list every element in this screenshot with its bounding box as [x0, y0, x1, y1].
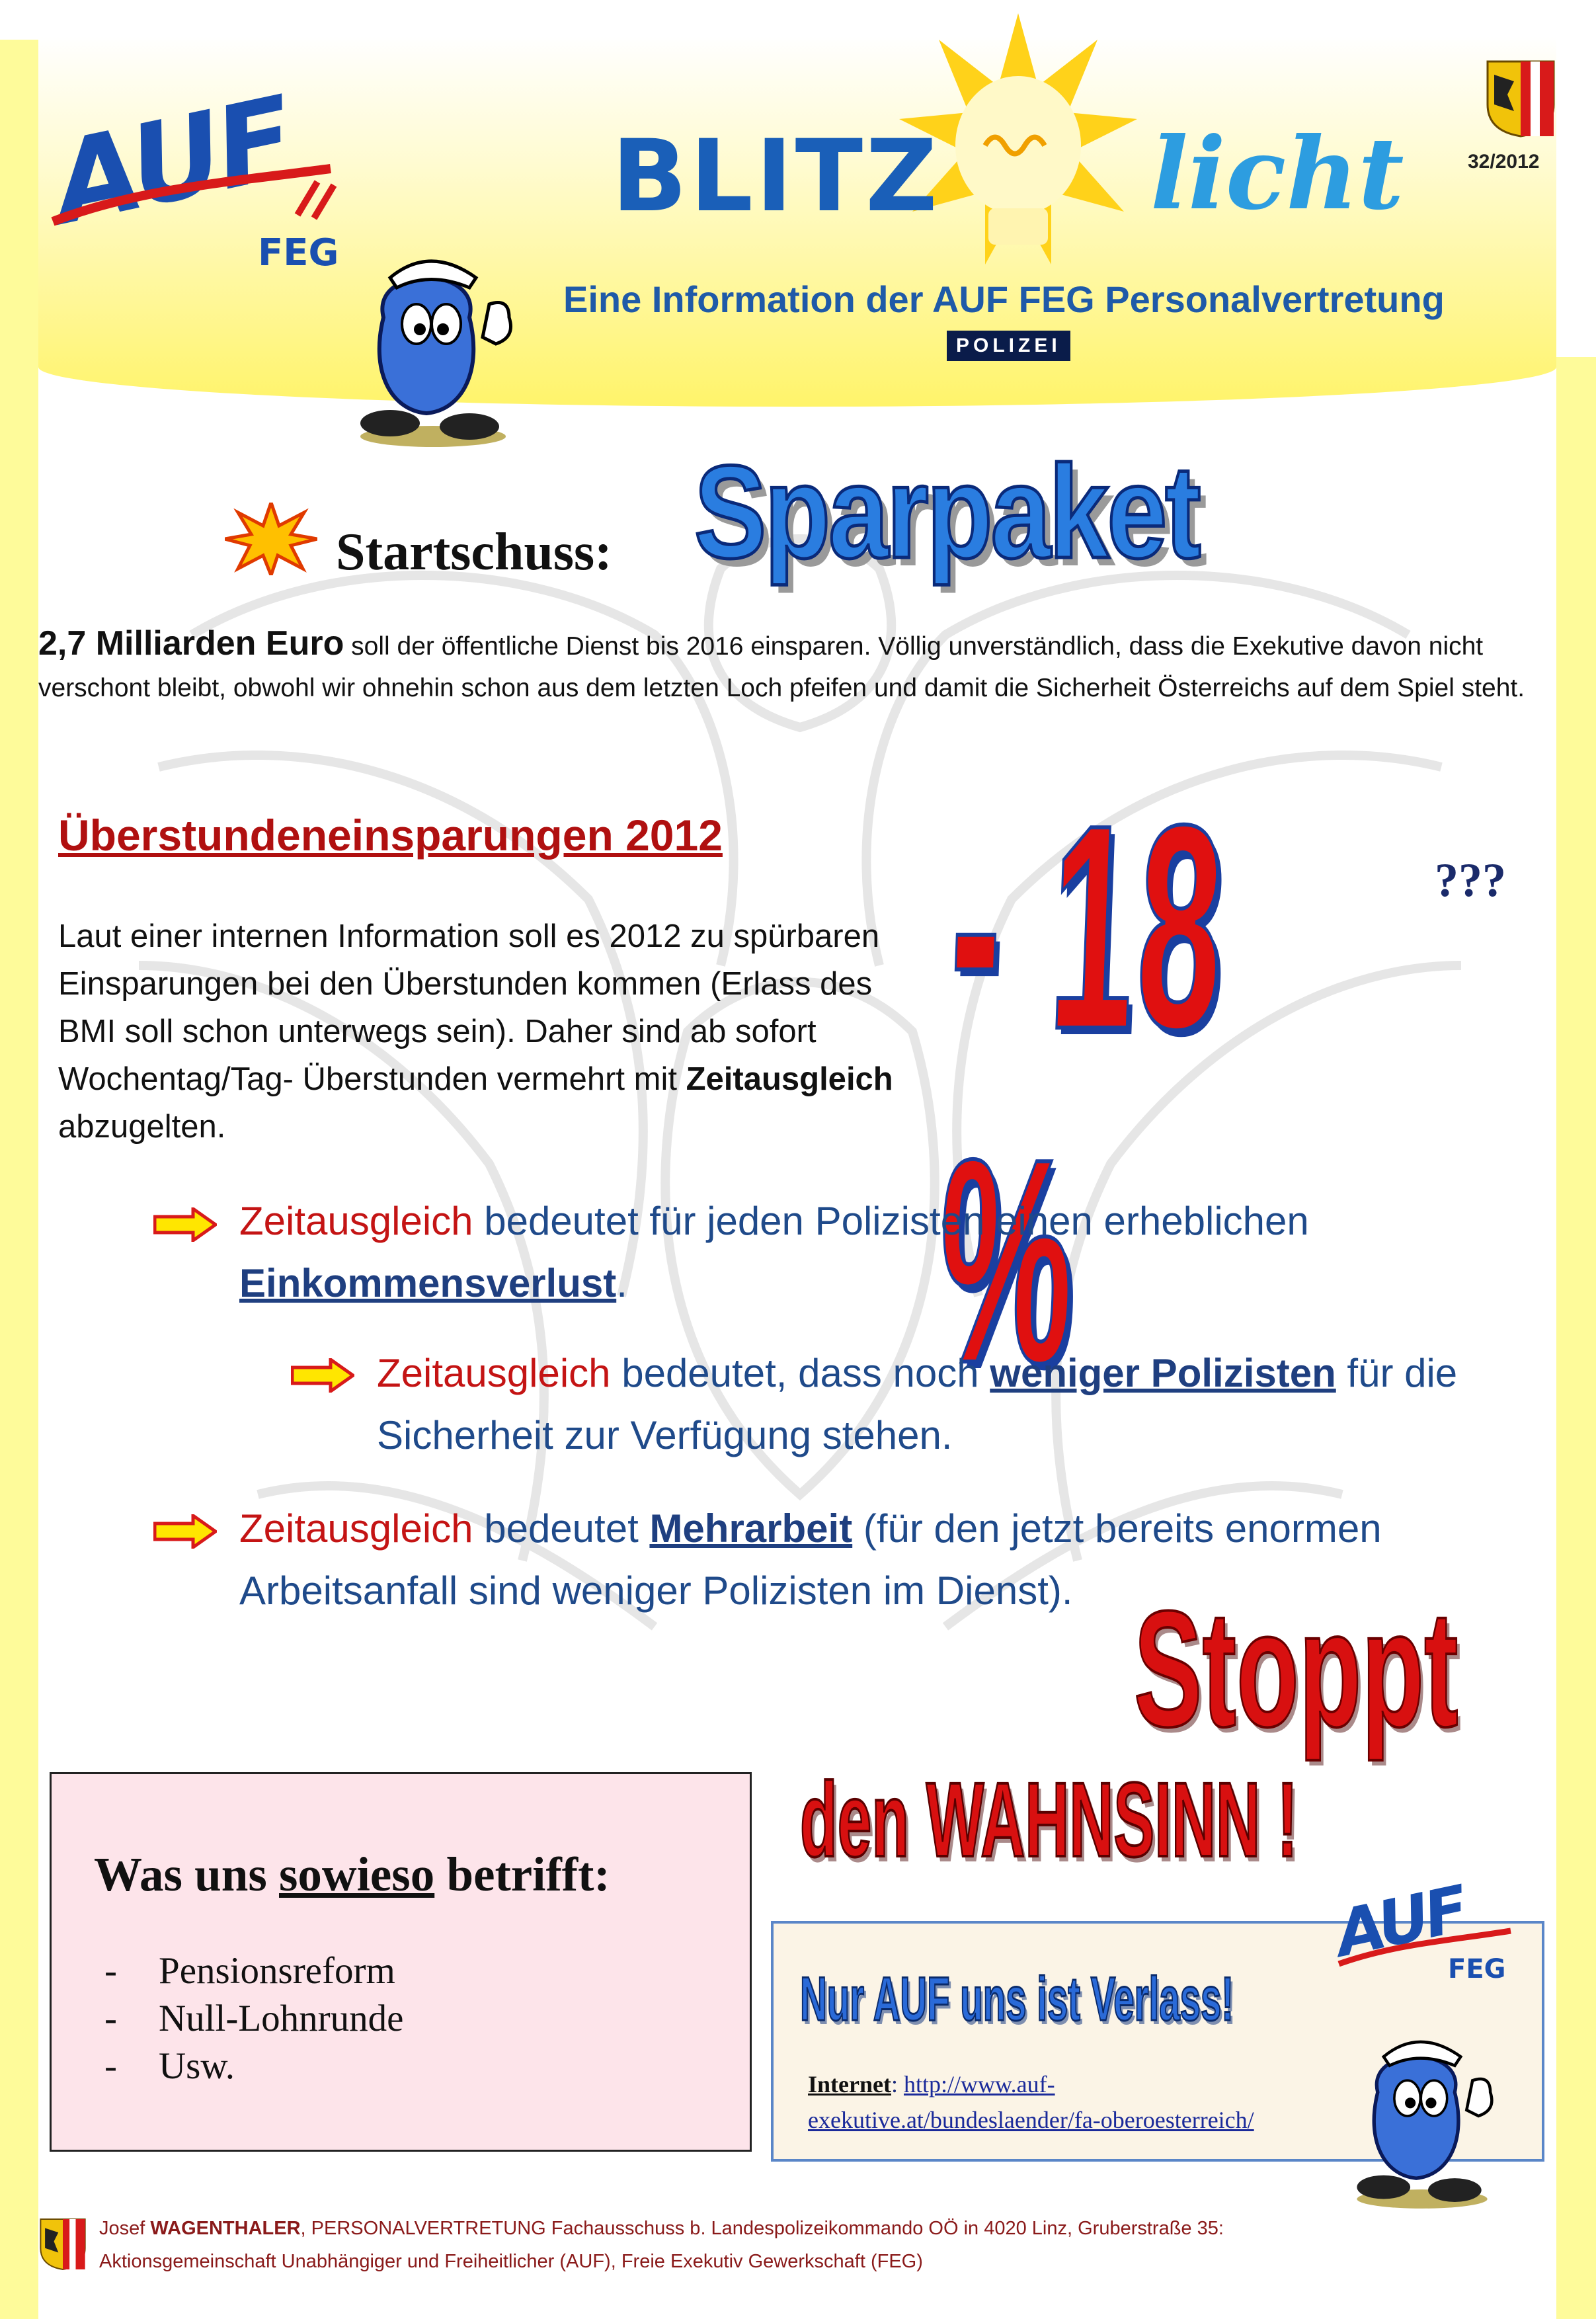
internet-info — [808, 2066, 1254, 2138]
police-mascot-icon — [344, 238, 536, 450]
internet-url-line1: http://www.auf- — [903, 2071, 1055, 2097]
internet-url-line2: exekutive.at/bundeslaender/fa-oberoesterreich/ — [808, 2107, 1254, 2133]
intro-text: soll der öffentliche Dienst bis 2016 einsparen. Völlig unverständlich, dass die Exekutive davon nicht verschont bleibt, obwohl wir ohnehin schon aus dem letzten Loch pfeifen und damit die Sicherheit Österreichs auf dem Spiel steht. — [38, 632, 1525, 702]
affected-list — [104, 1947, 403, 2090]
affected-title-pre: Was uns — [94, 1848, 279, 1901]
logo-swoosh-icon — [46, 155, 337, 235]
affected-box-title — [94, 1847, 610, 1902]
bullet-2-underline: weniger Polizisten — [990, 1351, 1336, 1395]
list-item-text: Usw. — [159, 2045, 235, 2087]
arrow-right-icon — [153, 1514, 217, 1549]
logo-auf-text: AUF — [42, 72, 302, 251]
footer — [99, 2212, 1488, 2278]
list-item — [104, 1995, 403, 2043]
contact-slogan: Nur AUF uns ist Verlass! — [800, 1964, 1234, 2033]
auf-feg-logo-small — [1329, 1871, 1527, 2010]
slogan-stoppt: Stoppt — [1134, 1576, 1458, 1761]
footer-line-1 — [99, 2212, 1488, 2245]
bullet-3-text: bedeutet — [473, 1506, 650, 1551]
headline-prefix: Startschuss: — [336, 523, 612, 581]
upper-austria-coat-of-arms-icon — [1484, 58, 1557, 138]
bullet-item-2 — [377, 1342, 1501, 1467]
arrow-right-icon — [153, 1207, 217, 1242]
affected-title-underline: sowieso — [279, 1848, 435, 1901]
police-mascot-icon — [1342, 2017, 1514, 2215]
bullet-3-underline: Mehrarbeit — [649, 1506, 853, 1551]
logo-feg-text: FEG — [258, 231, 339, 274]
bullet-item-1 — [239, 1190, 1429, 1315]
footer-coat-of-arms-icon — [38, 2214, 87, 2273]
auf-feg-logo — [42, 72, 364, 288]
internet-colon: : — [891, 2071, 904, 2097]
footer-line-2: Aktionsgemeinschaft Unabhängiger und Freiheitlicher (AUF), Freie Exekutiv Gewerkschaft (FEG) — [99, 2251, 923, 2272]
section-body-part2: abzugelten. — [58, 1109, 226, 1145]
bullet-1-text: bedeutet für jeden Polizisten einen erheblichen — [473, 1199, 1309, 1243]
percent-minus-18: - 18 % — [933, 765, 1232, 1424]
bullet-2-text: bedeutet, dass noch — [610, 1351, 990, 1395]
title-blitz: BLITZ — [612, 119, 940, 234]
intro-amount: 2,7 Milliarden Euro — [38, 624, 344, 663]
header-subtitle: Eine Information der AUF FEG Personalvertretung — [563, 278, 1445, 320]
bullet-1-tail: . — [616, 1261, 627, 1305]
question-marks: ??? — [1435, 854, 1506, 907]
list-item — [104, 2043, 403, 2090]
slogan-wahnsinn: den WAHNSINN ! — [800, 1760, 1298, 1879]
bullet-1-underline: Einkommensverlust — [239, 1261, 617, 1305]
polizei-badge: POLIZEI — [947, 331, 1070, 361]
section-body-bold: Zeitausgleich — [686, 1061, 893, 1097]
list-item-text: Null-Lohnrunde — [159, 1998, 404, 2039]
section-heading: Überstundeneinsparungen 2012 — [58, 811, 723, 860]
bullet-3-tail: (für den jetzt bereits enormen Arbeitsanfall sind weniger Polizisten im Dienst). — [239, 1506, 1382, 1613]
headline-sparpaket: Sparpaket — [694, 438, 1199, 586]
left-yellow-strip — [0, 40, 38, 2319]
bullet-1-keyword: Zeitausgleich — [239, 1199, 473, 1243]
section-body — [58, 913, 904, 1151]
affected-title-post: betrifft: — [434, 1848, 610, 1901]
logo-feg-text-small: FEG — [1448, 1954, 1506, 1984]
footer-line1-rest: , PERSONALVERTRETUNG Fachausschuss b. Landespolizeikommando OÖ in 4020 Linz, Gruberstraße 35: — [300, 2218, 1224, 2239]
title-licht: licht — [1150, 116, 1404, 232]
list-item-text: Pensionsreform — [159, 1950, 395, 1992]
arrow-right-icon — [291, 1358, 354, 1393]
list-item — [104, 1947, 403, 1995]
list-dash: - — [104, 2045, 117, 2087]
affected-box — [50, 1772, 752, 2152]
logo-auf-text-small: AUF — [1329, 1871, 1472, 1972]
starburst-icon — [225, 503, 317, 575]
intro-paragraph — [38, 623, 1579, 709]
footer-pre: Josef — [99, 2218, 151, 2239]
bullet-3-keyword: Zeitausgleich — [239, 1506, 473, 1551]
section-body-part1: Laut einer internen Information soll es 2012 zu spürbaren Einsparungen bei den Überstunden kommen (Erlass des BMI soll schon unterwegs sein). Daher sind ab sofort Wochentag/Tag- Überstunden vermehrt mit — [58, 918, 880, 1097]
issue-number: 32/2012 — [1468, 151, 1540, 173]
bullet-2-tail: für die Sicherheit zur Verfügung stehen. — [377, 1351, 1458, 1457]
list-dash: - — [104, 1998, 117, 2039]
internet-label: Internet — [808, 2071, 891, 2097]
list-dash: - — [104, 1950, 117, 1992]
bullet-2-keyword: Zeitausgleich — [377, 1351, 611, 1395]
footer-name: WAGENTHALER — [150, 2218, 301, 2239]
